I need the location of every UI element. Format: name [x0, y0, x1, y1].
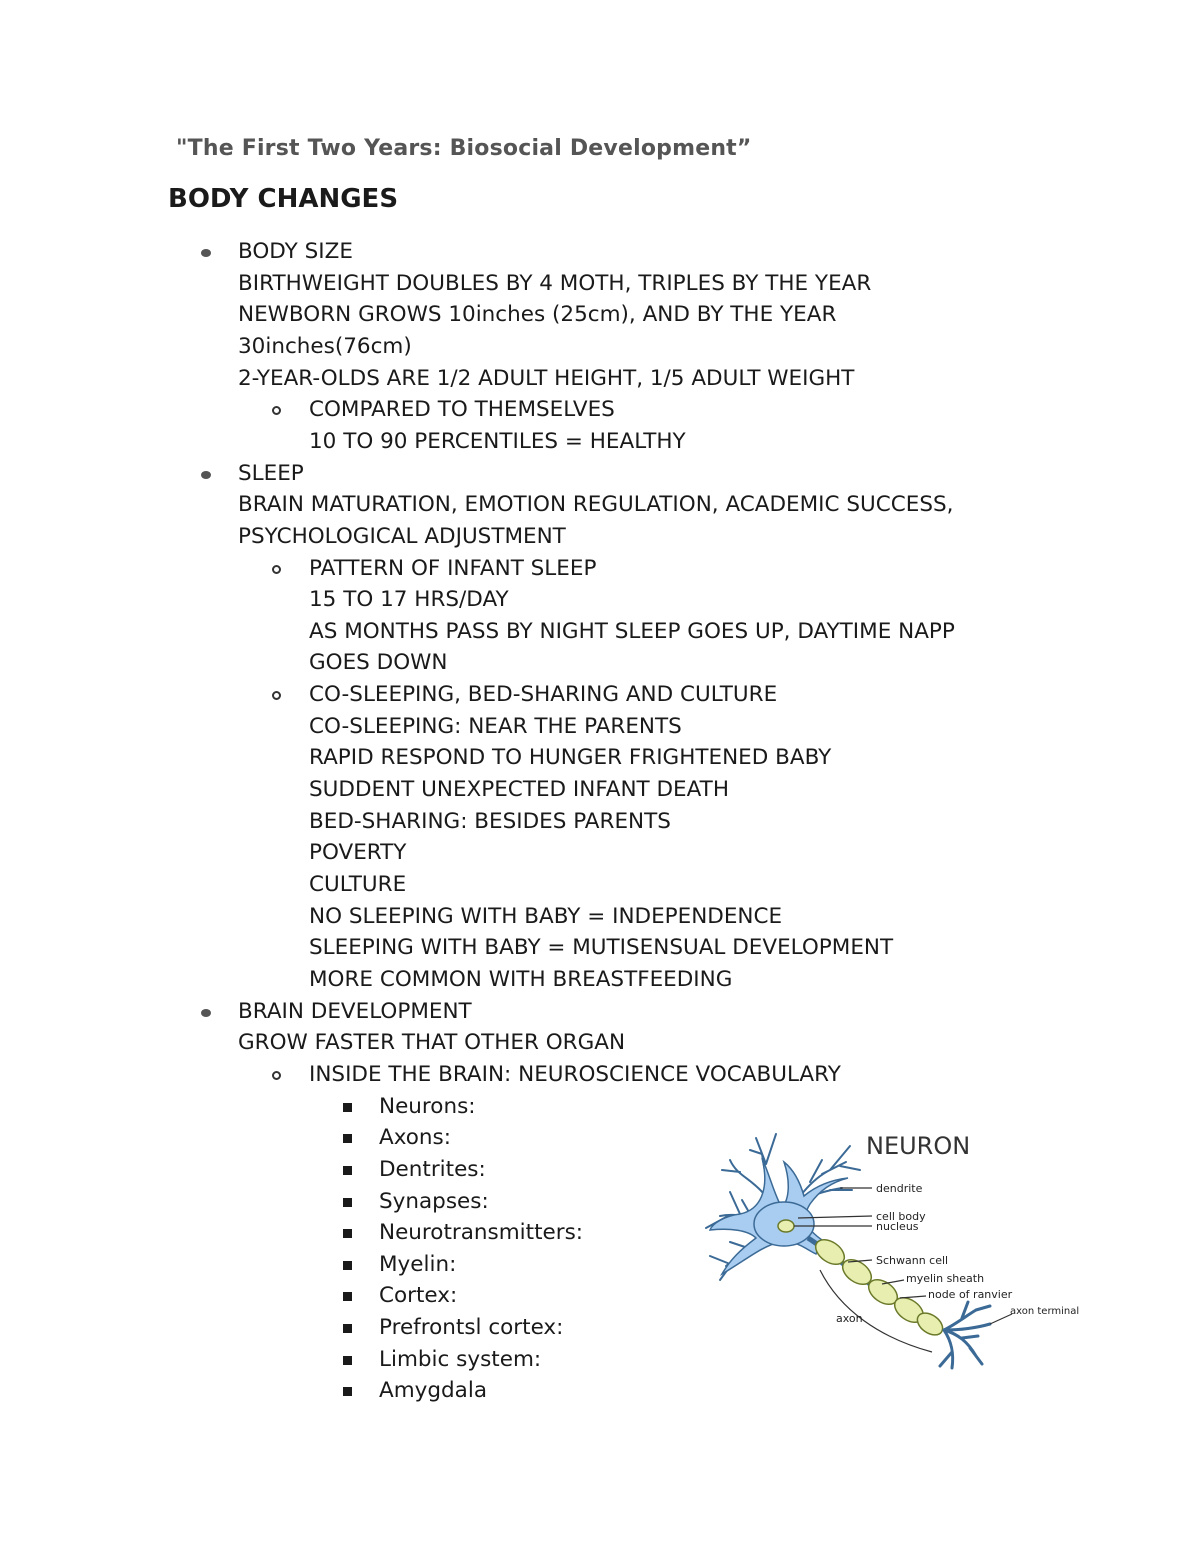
bullet-square-icon: [343, 1261, 352, 1270]
label-cell-body: cell body: [876, 1210, 926, 1223]
bullet-item: BODY SIZE: [238, 239, 353, 264]
bullet-square-icon: [343, 1292, 352, 1301]
bullet-item: Myelin:: [379, 1251, 457, 1277]
bullet-square-icon: [343, 1103, 352, 1112]
axon-terminal-branches: [940, 1302, 990, 1368]
bullet-item: Prefrontsl cortex:: [379, 1315, 564, 1341]
list-item-text: 2-YEAR-OLDS ARE 1/2 ADULT HEIGHT, 1/5 ADULT WEIGHT: [238, 365, 855, 391]
neuron-title: NEURON: [866, 1132, 971, 1160]
list-item-text: BRAIN MATURATION, EMOTION REGULATION, ACADEMIC SUCCESS,: [238, 492, 954, 518]
list-item-text: CULTURE: [309, 872, 407, 897]
list-item-text: CO-SLEEPING: NEAR THE PARENTS: [309, 713, 682, 739]
list-item-text: PSYCHOLOGICAL ADJUSTMENT: [238, 523, 566, 549]
bullet-item: INSIDE THE BRAIN: NEUROSCIENCE VOCABULARY: [309, 1061, 841, 1087]
bullet-square-icon: [343, 1134, 352, 1143]
bullet-item: BRAIN DEVELOPMENT: [238, 998, 472, 1024]
list-item-text: 30inches(76cm): [238, 333, 412, 359]
bullet-circle-icon: [272, 691, 281, 700]
bullet-item: Limbic system:: [379, 1346, 542, 1372]
list-item-text: NO SLEEPING WITH BABY = INDEPENDENCE: [309, 903, 783, 929]
neuron-diagram: [700, 1120, 1090, 1380]
bullet-item: SLEEP: [238, 460, 304, 486]
list-item-text: SUDDENT UNEXPECTED INFANT DEATH: [309, 777, 729, 803]
label-node-of-ranvier: node of ranvier: [928, 1288, 1013, 1301]
list-item-text: RAPID RESPOND TO HUNGER FRIGHTENED BABY: [309, 745, 832, 771]
list-item-text: 15 TO 17 HRS/DAY: [309, 587, 509, 613]
bullet-item: Cortex:: [379, 1283, 458, 1309]
list-item-text: BIRTHWEIGHT DOUBLES BY 4 MOTH, TRIPLES BY THE YEAR: [238, 270, 872, 296]
bullet-circle-icon: [272, 406, 281, 415]
document-title: "The First Two Years: Biosocial Development”: [176, 136, 752, 161]
list-item-text: GOES DOWN: [309, 650, 448, 676]
label-dendrite: dendrite: [876, 1182, 923, 1195]
label-nucleus: nucleus: [876, 1220, 919, 1233]
bullet-square-icon: [343, 1324, 352, 1333]
bullet-square-icon: [343, 1387, 352, 1396]
bullet-item: Amygdala: [379, 1378, 487, 1404]
list-item-text: 10 TO 90 PERCENTILES = HEALTHY: [309, 428, 686, 454]
list-item-text: AS MONTHS PASS BY NIGHT SLEEP GOES UP, DAYTIME NAPP: [309, 618, 955, 644]
bullet-item: CO-SLEEPING, BED-SHARING AND CULTURE: [309, 682, 778, 708]
bullet-square-icon: [343, 1166, 352, 1175]
bullet-item: Neurotransmitters:: [379, 1220, 584, 1246]
bullet-item: COMPARED TO THEMSELVES: [309, 397, 615, 423]
label-schwann-cell: Schwann cell: [876, 1254, 949, 1267]
list-item-text: SLEEPING WITH BABY = MUTISENSUAL DEVELOPMENT: [309, 935, 894, 961]
list-item-text: BED-SHARING: BESIDES PARENTS: [309, 808, 671, 834]
section-heading: BODY CHANGES: [168, 184, 399, 214]
bullet-item: Dentrites:: [379, 1156, 486, 1182]
nucleus: [778, 1220, 794, 1232]
myelin-segments: [811, 1235, 949, 1340]
bullet-circle-icon: [272, 565, 281, 574]
list-item-text: MORE COMMON WITH BREASTFEEDING: [309, 966, 733, 992]
bullet-item: PATTERN OF INFANT SLEEP: [309, 555, 597, 581]
bullet-dot-icon: [201, 1009, 211, 1017]
label-axon-terminal: axon terminal: [1010, 1306, 1080, 1317]
bullet-square-icon: [343, 1356, 352, 1365]
list-item-text: GROW FASTER THAT OTHER ORGAN: [238, 1030, 626, 1056]
label-axon: axon: [836, 1312, 863, 1325]
label-myelin-sheath: myelin sheath: [906, 1272, 985, 1285]
bullet-item: Axons:: [379, 1125, 451, 1151]
bullet-square-icon: [343, 1198, 352, 1207]
list-item-text: POVERTY: [309, 840, 407, 866]
bullet-dot-icon: [201, 249, 211, 257]
bullet-square-icon: [343, 1229, 352, 1238]
bullet-dot-icon: [201, 471, 211, 479]
list-item-text: NEWBORN GROWS 10inches (25cm), AND BY THE YEAR: [238, 302, 837, 328]
bullet-item: Neurons:: [379, 1093, 476, 1119]
bullet-item: Synapses:: [379, 1188, 489, 1214]
bullet-circle-icon: [272, 1071, 281, 1080]
